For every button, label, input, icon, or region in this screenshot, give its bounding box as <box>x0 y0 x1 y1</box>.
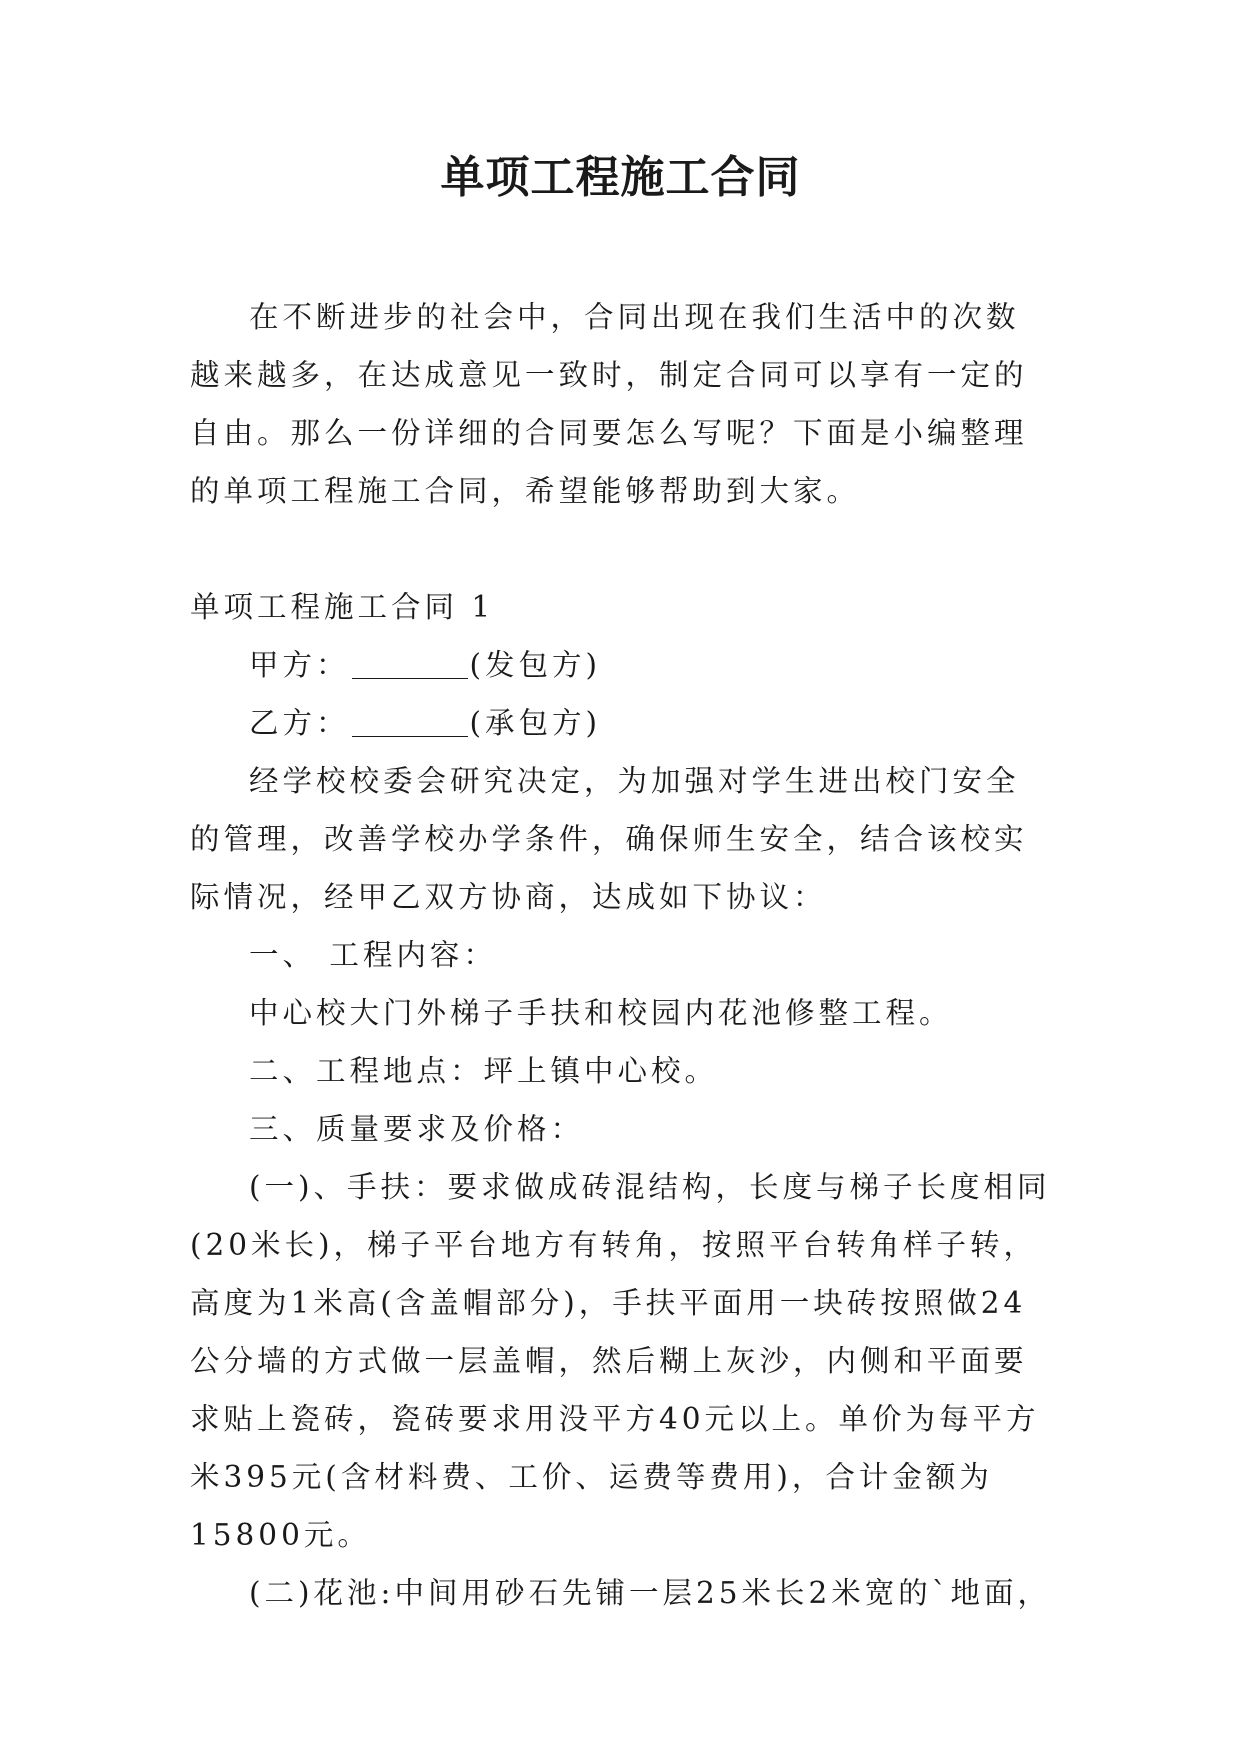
clause-3-flowerbed: (二)花池:中间用砂石先铺一层25米长2米宽的`地面， <box>249 1576 1052 1610</box>
document-body <box>190 288 1052 1622</box>
party-b-blank <box>352 704 468 737</box>
document-title: 单项工程施工合同 <box>440 152 801 203</box>
section-heading: 单项工程施工合同 1 <box>190 590 495 624</box>
party-a-role: (发包方) <box>469 648 602 682</box>
party-b-role: (承包方) <box>469 706 602 740</box>
agreement-preamble: 经学校校委会研究决定，为加强对学生进出校门安全的管理，改善学校办学条件，确保师生安全，结合该校实际情况，经甲乙双方协商，达成如下协议： <box>190 764 1028 914</box>
intro-paragraph: 在不断进步的社会中，合同出现在我们生活中的次数越来越多，在达成意见一致时，制定合同可以享有一定的自由。那么一份详细的合同要怎么写呢？下面是小编整理的单项工程施工合同，希望能够帮助到大家。 <box>190 300 1028 508</box>
party-b-line <box>190 694 1052 752</box>
clause-1-content: 中心校大门外梯子手扶和校园内花池修整工程。 <box>249 996 953 1030</box>
party-a-label: 甲方： <box>249 648 350 682</box>
clause-3-handrail: (一)、手扶：要求做成砖混结构，长度与梯子长度相同(20米长)，梯子平台地方有转角，按照平台转角样子转，高度为1米高(含盖帽部分)，手扶平面用一块砖按照做24公分墙的方式做一层盖帽，然后糊上灰沙，内侧和平面要求贴上瓷砖，瓷砖要求用没平方40元以上。单价为每平方米395元(含材料费、工价、运费等费用)，合计金额为15800元。 <box>190 1170 1051 1552</box>
party-a-blank <box>352 646 468 679</box>
party-b-label: 乙方： <box>249 706 350 740</box>
clause-1-heading: 一、 工程内容： <box>249 938 497 972</box>
party-a-line <box>190 636 1052 694</box>
clause-3-heading: 三、质量要求及价格： <box>249 1112 585 1146</box>
clause-2-location: 二、工程地点：坪上镇中心校。 <box>249 1054 719 1088</box>
